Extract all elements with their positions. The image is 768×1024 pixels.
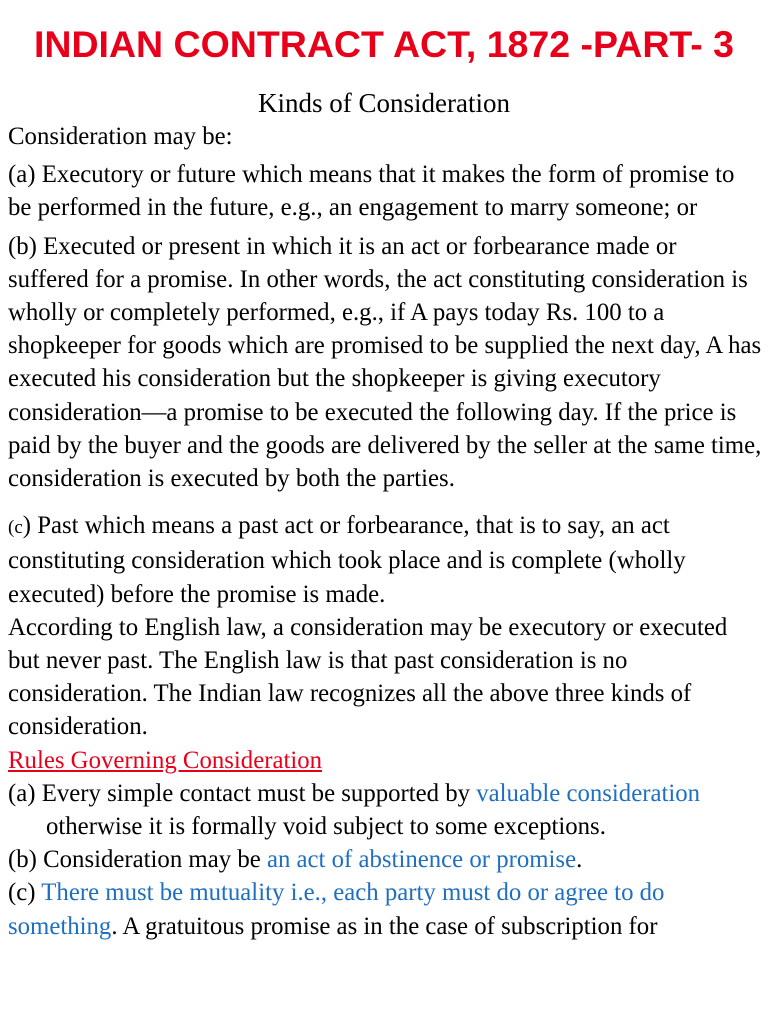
page-title: INDIAN CONTRACT ACT, 1872 -PART- 3: [33, 23, 735, 65]
rules-heading: Rules Governing Consideration: [8, 746, 323, 774]
rule-b-paragraph: [8, 843, 762, 876]
section-subtitle: Kinds of Consideration: [258, 88, 510, 118]
rule-a-highlight: valuable consideration: [476, 779, 701, 807]
rule-b-text-before: (b) Consideration may be: [8, 846, 267, 874]
rule-c-highlight: There must be mutuality i.e., each party must do or agree to do something: [8, 879, 665, 940]
rule-c-paragraph: [8, 876, 762, 942]
item-a-paragraph: (a) Executory or future which means that it makes the form of promise to be performed in the future, e.g., an engagement to marry someone; or: [8, 161, 735, 222]
rule-b-text-after: .: [576, 846, 583, 874]
rule-a-text-after: otherwise it is formally void subject to some exceptions.: [46, 813, 606, 841]
rule-a-text-before: (a) Every simple contact must be supported by: [8, 779, 477, 807]
rule-b-highlight: an act of abstinence or promise: [266, 846, 577, 874]
document-body: [0, 120, 768, 943]
item-b-paragraph: (b) Executed or present in which it is an act or forbearance made or suffered for a promise. In other words, the act constituting consideration is wholly or completely performed, e.g., if A pays today Rs. 100 to a shopkeeper for goods which are promised to be supplied the next day, A has executed his consideration but the shopkeeper is giving executory consideration—a promise to be executed the following day. If the price is paid by the buyer and the goods are delivered by the seller at the same time, consideration is executed by both the parties.: [8, 232, 762, 493]
item-c-paragraph: [8, 509, 762, 611]
rule-c-text-before: (c): [8, 879, 42, 907]
english-law-paragraph: According to English law, a consideration may be executory or executed but never past. The English law is that past consideration is no consideration. The Indian law recognizes all the above three kinds of consideration.: [8, 613, 728, 741]
rule-a-paragraph: [8, 777, 762, 843]
rule-c-text-after: . A gratuitous promise as in the case of subscription for: [111, 912, 658, 940]
item-c-text: ) Past which means a past act or forbearance, that is to say, an act constituting consideration which took place and is complete (wholly executed) before the promise is made.: [8, 512, 686, 608]
intro-paragraph: Consideration may be:: [8, 123, 233, 150]
item-c-prefix: (c: [8, 517, 23, 539]
